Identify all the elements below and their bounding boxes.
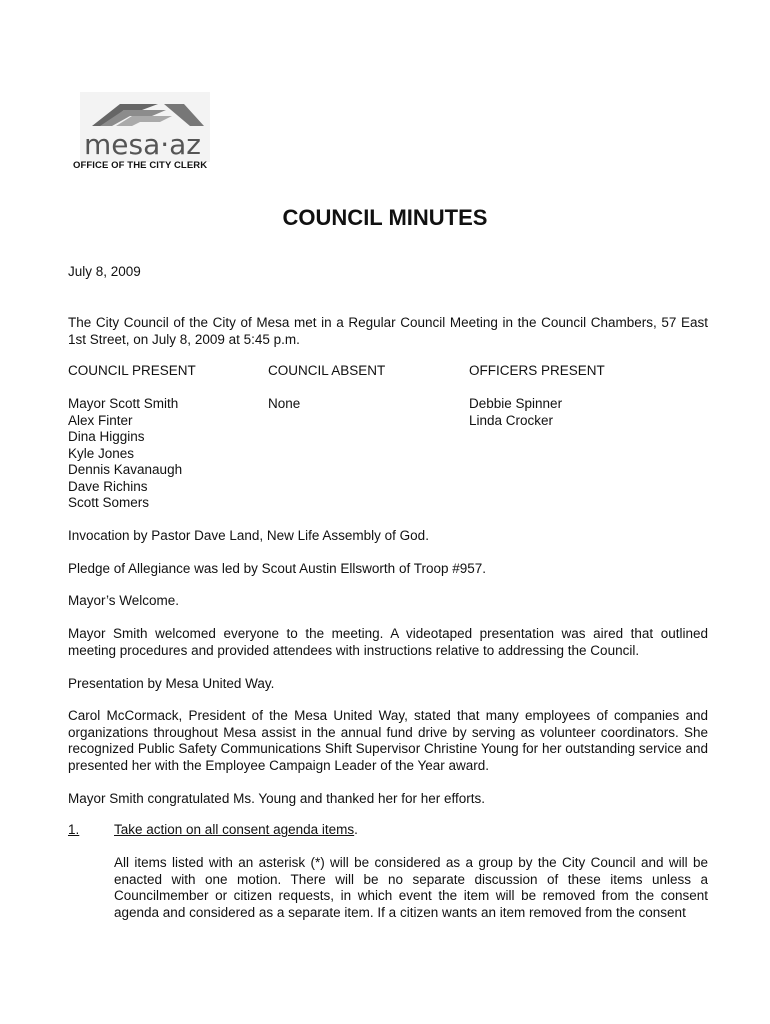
invocation-paragraph: Invocation by Pastor Dave Land, New Life Assembly of God.	[68, 528, 429, 543]
council-absent-header: COUNCIL ABSENT	[268, 363, 386, 378]
document-title: COUNCIL MINUTES	[282, 205, 488, 230]
agenda-item-1-heading	[68, 822, 358, 839]
officers-present-header: OFFICERS PRESENT	[469, 363, 605, 378]
council-present-header: COUNCIL PRESENT	[68, 363, 196, 378]
list-item: Dina Higgins	[68, 429, 145, 444]
list-item: Dave Richins	[68, 478, 148, 494]
list-item: Mayor Scott Smith	[68, 396, 179, 411]
council-present-list	[68, 396, 182, 512]
list-item: Linda Crocker	[469, 412, 554, 428]
list-item: Dennis Kavanaugh	[68, 462, 183, 477]
logo-wordmark: mesa·az	[84, 128, 202, 161]
welcome-paragraph: Mayor Smith welcomed everyone to the meeting. A videotaped presentation was aired that outlined meeting procedures and provided attendees with instructions relative to addressing the Council.	[68, 626, 708, 658]
council-absent-list	[268, 396, 300, 413]
meeting-date: July 8, 2009	[68, 264, 141, 279]
pledge-paragraph: Pledge of Allegiance was led by Scout Austin Ellsworth of Troop #957.	[68, 561, 487, 576]
officers-present-list	[469, 396, 562, 429]
list-item: None	[268, 396, 301, 411]
presentation-heading: Presentation by Mesa United Way.	[68, 676, 275, 691]
mesa-logo-graphic	[80, 92, 210, 162]
agenda-item-1-body: All items listed with an asterisk (*) will be considered as a group by the City Council and will be enacted with one motion. There will be no separate discussion of these items unless a Councilmember or citizen requests, in which event the item will be removed from the consent agenda and considered as a separate item. If a citizen wants an item removed from the consent	[114, 855, 708, 920]
intro-paragraph: The City Council of the City of Mesa met in a Regular Council Meeting in the Council Chambers, 57 East 1st Street, on July 8, 2009 at 5:45 p.m.	[68, 315, 708, 347]
list-item: Kyle Jones	[68, 445, 135, 461]
welcome-heading: Mayor’s Welcome.	[68, 593, 180, 608]
agenda-item-number: 1.	[68, 822, 80, 837]
agenda-item-title-suffix: .	[354, 822, 358, 837]
list-item: Scott Somers	[68, 495, 150, 510]
list-item: Alex Finter	[68, 412, 133, 428]
office-caption: OFFICE OF THE CITY CLERK	[73, 160, 208, 171]
agenda-item-title: Take action on all consent agenda items	[114, 822, 355, 837]
list-item: Debbie Spinner	[469, 396, 563, 411]
presentation-paragraph: Carol McCormack, President of the Mesa United Way, stated that many employees of companies and organizations throughout Mesa assist in the annual fund drive by serving as volunteer coordinators. She recognized Public Safety Communications Shift Supervisor Christine Young for her outstanding service and presented her with the Employee Campaign Leader of the Year award.	[68, 708, 708, 773]
congratulations-paragraph: Mayor Smith congratulated Ms. Young and thanked her for her efforts.	[68, 791, 485, 806]
